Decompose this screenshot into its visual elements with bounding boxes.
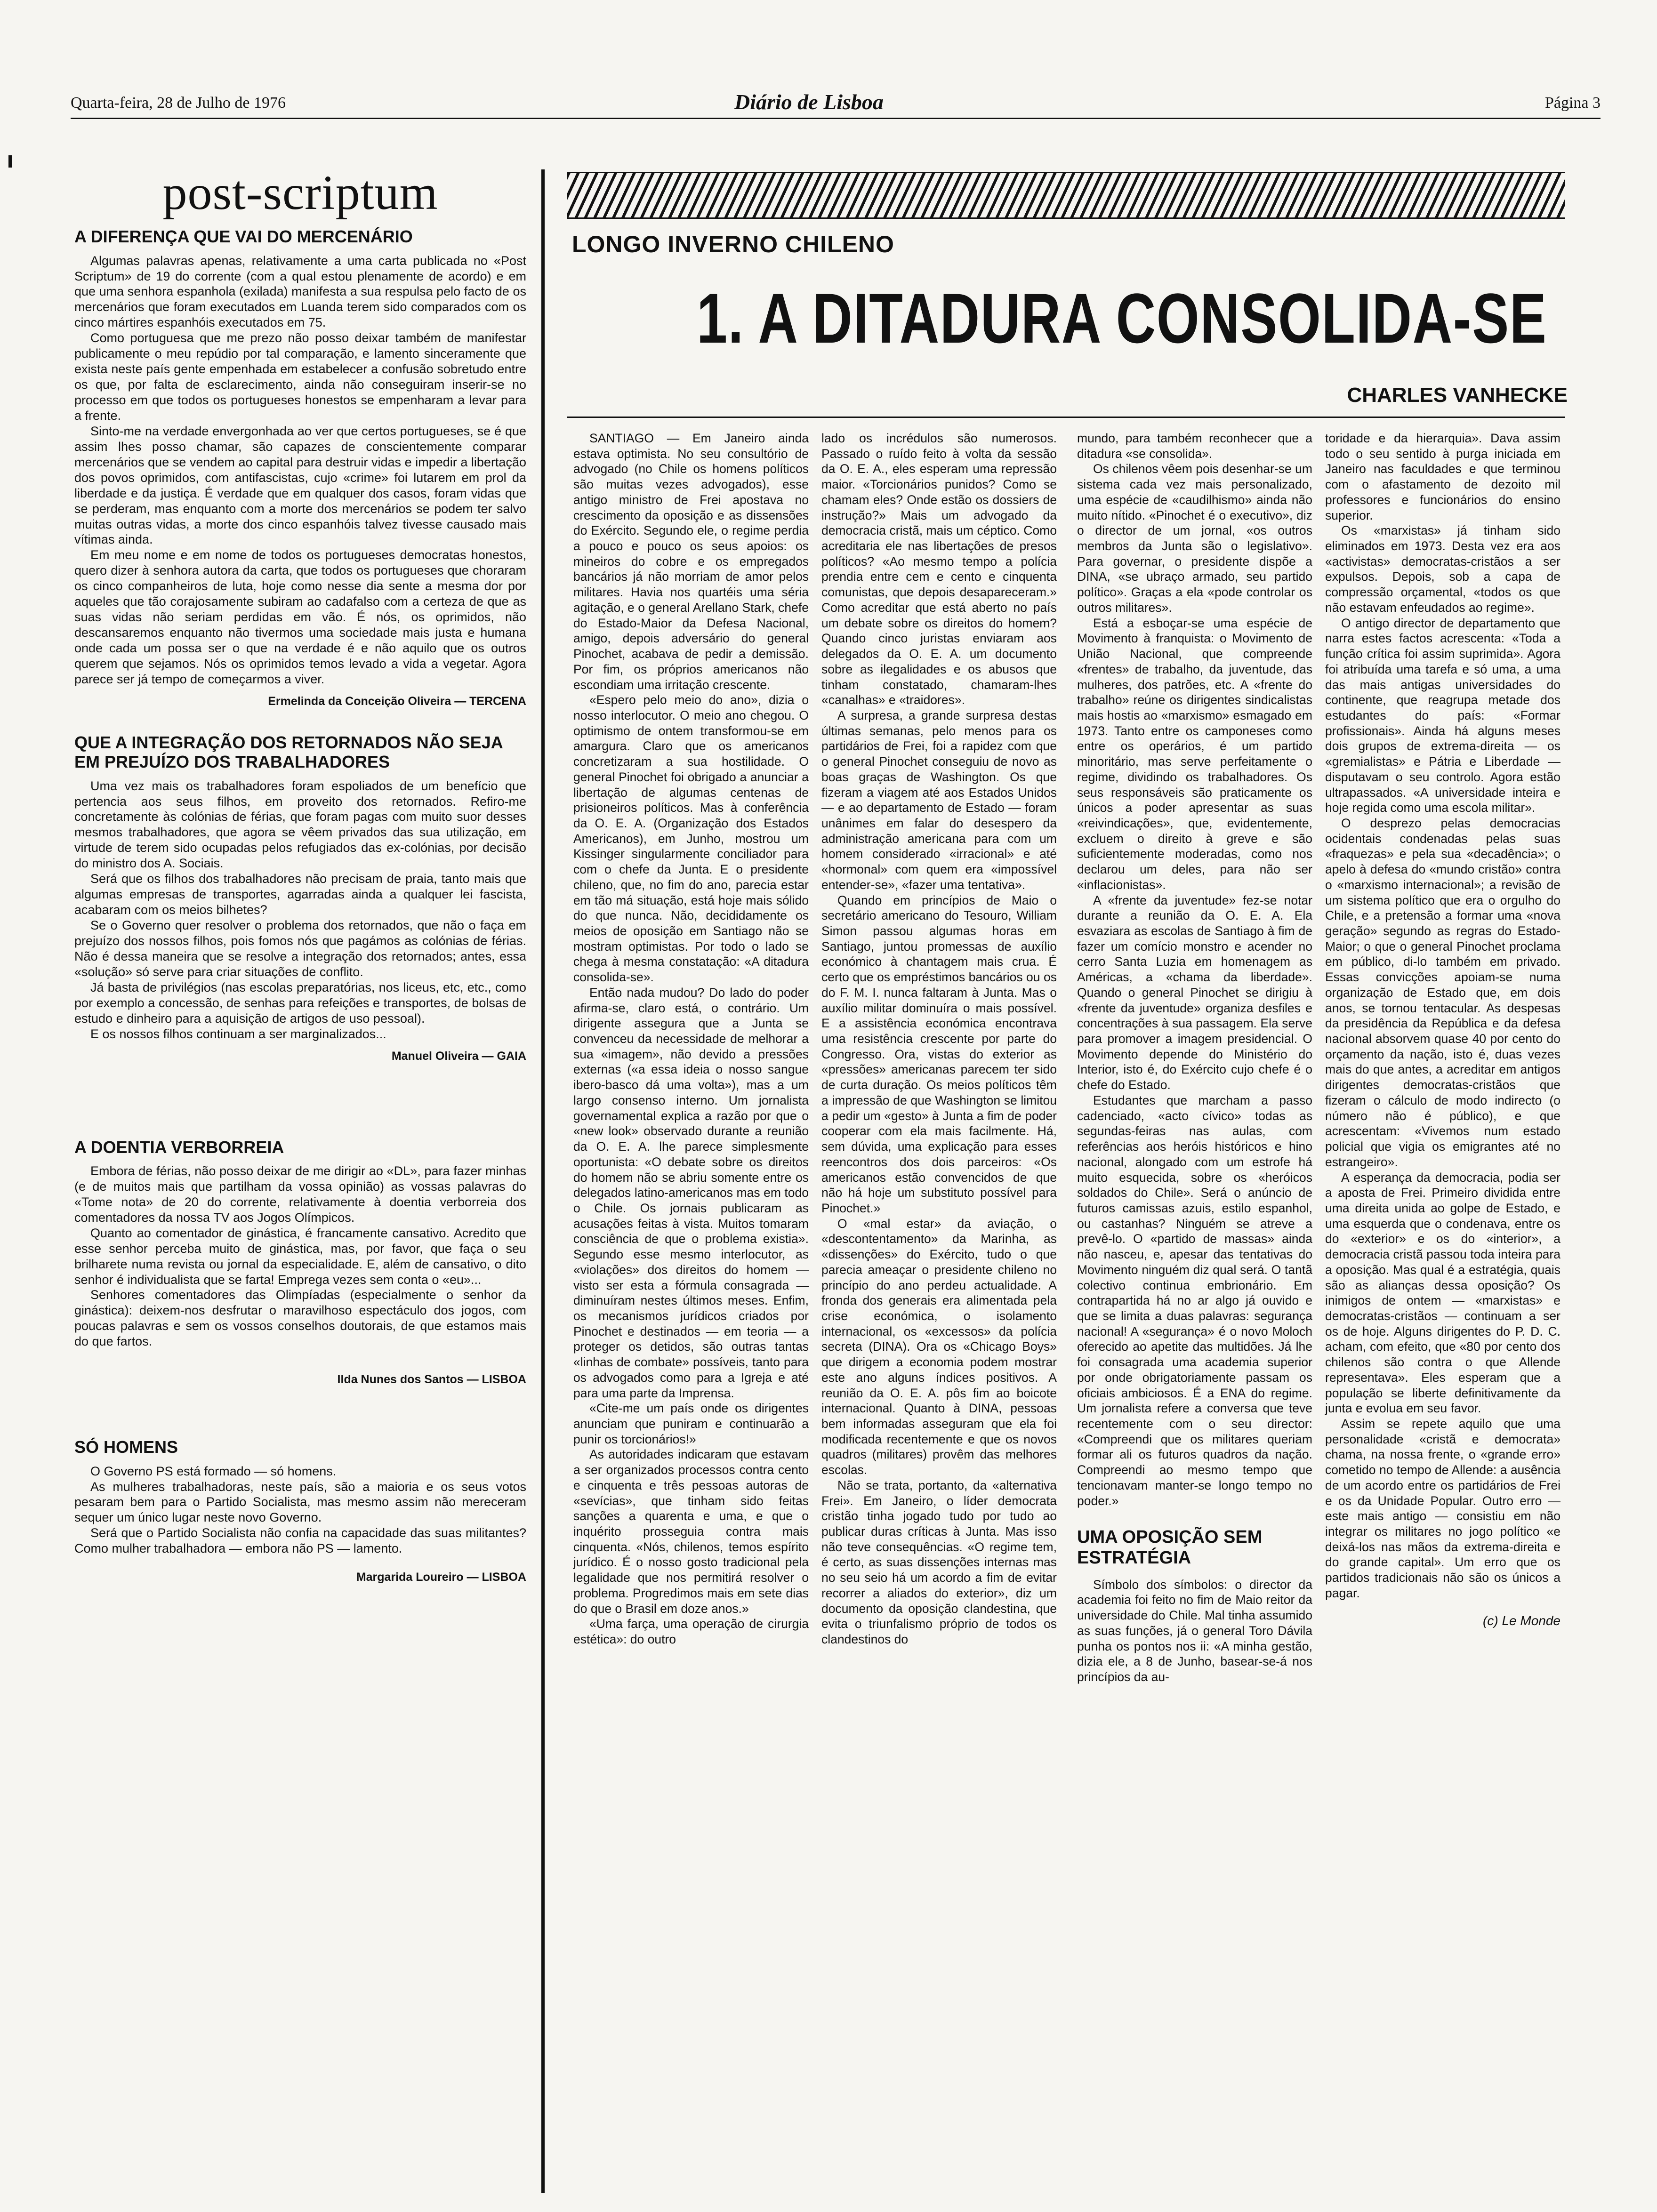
article-paragraph: mundo, para também reconhecer que a ditadura «se consolida». [1077, 431, 1312, 461]
header-rule [71, 118, 1601, 119]
letter-paragraph: Em meu nome e em nome de todos os portugueses democratas honestos, quero dizer à senhora autora da carta, que todos os portugueses que choraram os cinco companheiros de luta, hoje como nesse dia sente a mesma dor por aqueles que tão corajosamente subiram ao cadafalso com a certeza de que as suas vidas não seriam perdidas em vão. É nós, os oprimidos, não descansaremos enquanto não tivermos uma sociedade mais justa e humana onde cada um possa ser o que na verdade é e não aquilo que os outros querem que sejamos. Nós os oprimidos temos levado a vida a vegetar. Agora parece ser já tempo de começarmos a viver. [74, 548, 526, 686]
letter-paragraph: Embora de férias, não posso deixar de me dirigir ao «DL», para fazer minhas (e de muitos mais que partilham da vossa opinião) as vossas palavras do «Tome nota» de 20 do corrente, relativamente à doentia verborreia dos comentadores da nossa TV aos Jogos Olímpicos. [74, 1163, 526, 1225]
letter-paragraph: Sinto-me na verdade envergonhada ao ver que certos portugueses, se é que assim lhes posso chamar, são capazes de conscientemente comparar mercenários que se vendem ao capital para destruir vidas e impedir a libertação dos povos oprimidos, com antifascistas, cujo «crime» foi lutarem em prol da liberdade e da justiça. É verdade que em qualquer dos casos, foram vidas que se perderam, mas enquanto com a morte dos mercenários se podem ter salvo muitas outras vidas, a morte dos cinco espanhóis talvez tivesse causado mais vítimas ainda. [74, 424, 526, 547]
letter [74, 1437, 526, 1584]
letter-paragraph: Algumas palavras apenas, relativamente a uma carta publicada no «Post Scriptum» de 19 do corrente (com a qual estou plenamente de acordo) e em que uma senhora espanhola (exilada) manifesta a sua respulsa pelo facto de os mercenários que foram executados em Luanda terem sido comparados com os cinco mártires espanhóis executados em 75. [74, 253, 526, 330]
letter-signature: Ermelinda da Conceição Oliveira — TERCENA [268, 694, 526, 708]
letter-heading: QUE A INTEGRAÇÃO DOS RETORNADOS NÃO SEJA EM PREJUÍZO DOS TRABALHADORES [74, 732, 503, 772]
post-scriptum-column [74, 167, 526, 2191]
newspaper-name: Diário de Lisboa [734, 90, 884, 114]
article-kicker: LONGO INVERNO CHILENO [572, 231, 894, 257]
letter-heading: SÓ HOMENS [74, 1437, 178, 1457]
article-paragraph: A surpresa, a grande surpresa destas últimas semanas, pelo menos para os partidários de Frei, foi a rapidez com que o general Pinochet conseguiu de novo as boas graças de Washington. Os que fizeram a viagem até aos Estados Unidos — e ao departamento de Estado — foram unânimes em falar do desespero da administração americana para com um homem considerado «irracional» e até «hormonal» com quem era «impossível entender-se», «fazer uma tentativa». [821, 708, 1057, 892]
article-byline: CHARLES VANHECKE [1347, 384, 1568, 407]
article-paragraph: Está a esboçar-se uma espécie de Movimento à franquista: o Movimento de União Nacional, que compreende «frentes» de trabalho, da juventude, das mulheres, dos patrões, etc. A «frente do trabalho» reúne os dirigentes sindicalistas mais hostis ao «marxismo» esmagado em 1973. Tanto entre os camponeses como entre os operários, é um partido minoritário, mas serve perfeitamente o regime, dividindo os trabalhadores. Os seus responsáveis são praticamente os únicos a poder apresentar as suas «reivindicações», que, evidentemente, excluem o direito à greve e são suficientemente moderadas, como nos declarou um deles, para não ser «inflacionistas». [1077, 616, 1312, 892]
article-paragraph: toridade e da hierarquia». Dava assim todo o seu sentido à purga iniciada em Janeiro nas faculdades e que terminou com o afastamento de dezoito mil professores e funcionários do ensino superior. [1325, 431, 1560, 522]
byline-rule [567, 417, 1565, 418]
letter-paragraph: Quanto ao comentador de ginástica, é francamente cansativo. Acredito que esse senhor perceba muito de ginástica, mas, por favor, que faça o seu brilharete numa revista ou jornal da especialidade. E, além de cansativo, o dito senhor é individualista que se farta! Emprega vezes sem conta o «eu»... [74, 1226, 526, 1287]
article-paragraph: «Cite-me um país onde os dirigentes anunciam que puniram e continuarão a punir os torcionários!» [573, 1401, 809, 1446]
margin-mark [8, 155, 12, 168]
article-subheading: UMA OPOSIÇÃO SEM ESTRATÉGIA [1077, 1527, 1263, 1568]
article-paragraph: Os «marxistas» já tinham sido eliminados em 1973. Desta vez era aos «activistas» democratas-cristãos a ser expulsos. Depois, sob a capa de compressão orçamental, «todos os que não estavam enfeudados ao regime». [1325, 523, 1560, 615]
article-column-4 [1325, 431, 1560, 2191]
letter [74, 1138, 526, 1387]
letter-paragraph: E os nossos filhos continuam a ser marginalizados... [90, 1026, 386, 1041]
letter-heading: A DOENTIA VERBORREIA [74, 1137, 284, 1157]
article-credit: (c) Le Monde [1483, 1613, 1560, 1628]
letter [74, 227, 526, 708]
article-column-2 [821, 431, 1057, 2191]
article-paragraph: Quando em princípios de Maio o secretário americano do Tesouro, William Simon passou algumas horas em Santiago, juntou promessas de auxílio económico à chantagem mais crua. É certo que os empréstimos bancários ou os do F. M. I. nunca faltaram à Junta. Mas o auxílio militar dominuíra o mais possível. E a assistência económica encontrava uma resistência crescente por parte do Congresso. Ora, vistas do exterior as «pressões» americanas parecem ter sido de curta duração. Os meios políticos têm a impressão de que Washington se limitou a pedir um «gesto» à Junta a fim de poder cooperar com ela mais facilmente. Há, sem dúvida, uma explicação para esses reencontros dos dois parceiros: «Os americanos estão convencidos de que não há hoje um substituto possível para Pinochet.» [821, 893, 1057, 1215]
decorative-stripe-band [567, 172, 1565, 219]
article-column-3 [1077, 431, 1312, 2191]
letter [74, 733, 526, 1063]
article-paragraph: Os chilenos vêem pois desenhar-se um sistema cada vez mais personalizado, uma espécie de «caudilhismo» ainda não muito nítido. «Pinochet é o executivo», diz o director de um jornal, «os outros membros da Junta são o legislativo». Para governar, o presidente dispõe a DINA, «se ubraço armado, seu partido político». Graças a ela «pode controlar os outros militares». [1077, 462, 1312, 615]
article-paragraph: Assim se repete aquilo que uma personalidade «cristã e democrata» chama, na nossa frente, o «grande erro» cometido no tempo de Allende: a ausência de um acordo entre os partidários de Frei e os da Unidade Popular. Outro erro — este mais antigo — consistiu em não integrar os militares no jogo político «e deixá-los nas mãos da extrema-direita e do grande capital». Um erro que os partidos tradicionais não são os únicos a pagar. [1325, 1417, 1560, 1600]
section-title: post-scriptum [162, 166, 438, 220]
article-paragraph: As autoridades indicaram que estavam a ser organizados processos contra cento e cinquenta e três pessoas autoras de «sevícias», que tinham sido feitas sanções a quarenta e uma, e que o inquérito prosseguia contra mais cinquenta. «Nós, chilenos, temos espírito jurídico. É o nosso gosto tradicional pela legalidade que nos permitirá resolver o problema. Progredimos mais em sete dias do que o Brasil em doze anos.» [573, 1447, 809, 1616]
page-number: Página 3 [1544, 94, 1601, 112]
article-paragraph: Símbolo dos símbolos: o director da academia foi feito no fim de Maio reitor da universidade do Chile. Mal tinha assumido as suas funções, já o general Toro Dávila punha os pontos nos ii: «A minha gestão, dizia ele, a 8 de Junho, basear-se-á nos princípios da au- [1077, 1577, 1312, 1684]
article-headline: 1. A DITADURA CONSOLIDA-SE [697, 279, 1547, 358]
letter-paragraph: Se o Governo quer resolver o problema dos retornados, que não o faça em prejuízo dos nossos filhos, pois fomos nós que pagámos as colónias de férias. Não é dessa maneira que se resolve a integração dos retornados; antes, essa «solução» só serve para criar situações de conflito. [74, 918, 526, 979]
article-paragraph: SANTIAGO — Em Janeiro ainda estava optimista. No seu consultório de advogado (no Chile os homens políticos são muitas vezes advogados), esse antigo ministro de Frei apostava no crescimento da oposição e as dissensões do Exército. Segundo ele, o regime perdia a pouco e pouco os seus apoios: os mineiros do cobre e os empregados bancários já não morriam de amor pelos militares. Havia nos quartéis uma séria agitação, e o general Arellano Stark, chefe do Estado-Maior da Defesa Nacional, amigo, depois adversário do general Pinochet, acabava de pedir a demissão. Por fim, os próprios americanos não escondiam uma irritação crescente. [573, 431, 809, 692]
letter-paragraph: O Governo PS está formado — só homens. [90, 1464, 337, 1478]
letter-paragraph: Será que o Partido Socialista não confia na capacidade das suas militantes? Como mulher trabalhadora — embora não PS — lamento. [74, 1526, 526, 1556]
letter-paragraph: As mulheres trabalhadoras, neste país, são a maioria e os seus votos pesaram bem para o Partido Socialista, mas mesmo assim não mereceram sequer um único lugar neste novo Governo. [74, 1479, 526, 1525]
letter-paragraph: Como portuguesa que me prezo não posso deixar também de manifestar publicamente o meu repúdio por tal comparação, e lamento sinceramente que exista neste país gente empenhada em estabelecer a confusão sobretudo entre os que, por falta de esclarecimento, ainda não conseguiram inserir-se no processo em que todos os portugueses honestos se empenharam a levar para a frente. [74, 331, 526, 423]
letter-signature: Ilda Nunes dos Santos — LISBOA [337, 1373, 526, 1387]
article-paragraph: Não se trata, portanto, da «alternativa Frei». Em Janeiro, o líder democrata cristão tinha jogado tudo por tudo ao publicar duras críticas à Junta. Mas isso não teve consequências. «O regime tem, é certo, as suas dissenções internas mas no seu seio há um acordo a fim de evitar recorrer a aliados do exterior», diz um documento da oposição clandestina, que evita o triunfalismo próprio de todos os clandestinos do [821, 1478, 1057, 1647]
article-paragraph: «Uma farça, uma operação de cirurgia estética»: do outro [573, 1617, 809, 1647]
letter-paragraph: Senhores comentadores das Olimpíadas (especialmente o senhor da ginástica): deixem-nos desfrutar o maravilhoso espectáculo dos jogos, com poucas palavras e sem os vossos conselhos doutorais, de que estamos mais do que fartos. [74, 1288, 526, 1349]
letter-signature: Manuel Oliveira — GAIA [391, 1049, 526, 1063]
article-paragraph: lado os incrédulos são numerosos. Passado o ruído feito à volta da sessão da O. E. A., eles esperam uma repressão maior. «Torcionários punidos? Como se chamam eles? Onde estão os dossiers de instrução?» Mais um advogado da democracia cristã, mais um céptico. Como acreditaria ele nas libertações de presos políticos? «Ao mesmo tempo a polícia prendia entre cem e cento e cinquenta comunistas, que depois desapareceram.» Como acreditar que está aberto no país um debate sobre os direitos do homem? Quando cinco juristas enviaram aos delegados da O. E. A. um documento sobre as ilegalidades e os abusos que tinham constatado, chamaram-lhes «canalhas» e «traidores». [821, 431, 1057, 707]
column-separator [541, 169, 545, 2193]
letter-signature: Margarida Loureiro — LISBOA [356, 1571, 526, 1584]
letter-paragraph: Será que os filhos dos trabalhadores não precisam de praia, tanto mais que algumas empresas de transportes, agarradas ainda a qualquer lei fascista, acabaram com os meios bilhetes? [74, 872, 526, 917]
article-paragraph: A «frente da juventude» fez-se notar durante a reunião da O. E. A. Ela esvaziara as escolas de Santiago à fim de fazer um comício monstro e acender no cerro Santa Luzia em homenagem as Américas, a «chama da liberdade». Quando o general Pinochet se dirigiu à «frente da juventude» organiza desfiles e concentrações à sua passagem. Ela serve para promover a imagem presidencial. O Movimento depende do Ministério do Interior, isto é, do Exército cujo chefe é o chefe do Estado. [1077, 893, 1312, 1092]
article-paragraph: «Espero pelo meio do ano», dizia o nosso interlocutor. O meio ano chegou. O optimismo de ontem transformou-se em amargura. Claro que os americanos concretizaram a sua hostilidade. O general Pinochet foi obrigado a anunciar a libertação de algumas centenas de prisioneiros políticos. Mas à conferência da O. E. A. (Organização dos Estados Americanos), em Junho, mostrou um Kissinger singularmente conciliador para com o chefe da Junta. E o presidente chileno, que, no fim do ano, parecia estar em tão má situação, está hoje mais sólido do que nunca. Não, decididamente os meios de oposição em Santiago não se mostram optimistas. Por todo o lado se chega à mesma constatação: «A ditadura consolida-se». [573, 693, 809, 985]
issue-date: Quarta-feira, 28 de Julho de 1976 [71, 94, 286, 112]
article-paragraph: Estudantes que marcham a passo cadenciado, «acto cívico» todas as segundas-feiras nas aulas, com referências aos heróis históricos e hino nacional, alongado com um estrofe há muito esquecida, sobre os «heróicos soldados do Chile». Será o anúncio de futuros camissas azuis, estilo espanhol, ou castanhas? Ninguém se atreve a prevê-lo. O «partido de massas» ainda não nasceu, e, apesar das tentativas do Movimento ninguém diz qual será. O tantã colectivo continua embrionário. Em contrapartida há no ar algo já ouvido e que se limita a duas palavras: segurança nacional! A «segurança» é o novo Moloch oferecido ao apetite das multidões. Já lhe foi consagrada uma academia superior por onde obrigatoriamente passam os oficiais ambiciosos. É a ENA do regime. Um jornalista refere a conversa que teve recentemente com o seu director: «Compreendi que os militares queriam formar ali os futuros quadros da nação. Compreendi ao mesmo tempo que tencionavam manter-se longo tempo no poder.» [1077, 1093, 1312, 1508]
article-paragraph: O desprezo pelas democracias ocidentais condenadas pelas suas «fraquezas» e pela sua «decadência»; o apelo à defesa do «mundo cristão» contra o «marxismo internacional»; a revisão de um sistema político que era o orgulho do Chile, e a pretensão a formar uma «nova geração» segundo as regras do Estado-Maior; o que o general Pinochet proclama em público, di-lo também em privado. Essas convicções apoiam-se numa organização de Estado que, em dois anos, se tornou tentacular. As despesas da presidência da República e da defesa nacional absorvem quase 40 por cento do orçamento da nação, isto é, duas vezes mais do que antes, a acreditar em antigos dirigentes democratas-cristãos que fizeram o cálculo de modo indirecto (o número não é público), e que acrescentam: «Vivemos num estado policial que vigia os emigrantes até no estrangeiro». [1325, 816, 1560, 1169]
article-paragraph: O «mal estar» da aviação, o «descontentamento» da Marinha, as «dissenções» do Exército, tudo o que parecia ameaçar o presidente chileno no princípio do ano perdeu actualidade. A fronda dos generais era alimentada pela crise económica, o isolamento internacional, os «excessos» da polícia secreta (DINA). Ora os «Chicago Boys» que dirigem a economia podem mostrar este ano alguns índices positivos. A reunião da O. E. A. pôs fim ao boicote internacional. Quanto à DINA, pessoas bem informadas asseguram que ela foi modificada recentemente e que os novos quadros (militares) provêm das melhores escolas. [821, 1216, 1057, 1477]
article-paragraph: A esperança da democracia, podia ser a aposta de Frei. Primeiro dividida entre uma direita unida ao golpe de Estado, e uma esquerda que o condenava, entre os do «exterior» e os do «interior», a democracia cristã passou toda inteira para a oposição. Mas qual é a estratégia, quais são as alianças dessa oposição? Os inimigos de ontem — «marxistas» e democratas-cristãos — continuam a ser os de hoje. Alguns dirigentes do P. D. C. acham, com efeito, que «80 por cento dos chilenos são contra o que Allende representava». Eles esperam que a população se liberte definitivamente da junta e evolua em seu favor. [1325, 1170, 1560, 1416]
letter-paragraph: Já basta de privilégios (nas escolas preparatórias, nos liceus, etc, etc., como por exemplo a concessão, de senhas para refeições e transportes, de bolsas de estudo e dinheiro para a aquisição de artigos de uso pessoal). [74, 980, 526, 1026]
letter-paragraph: Uma vez mais os trabalhadores foram espoliados de um benefício que pertencia aos seus filhos, em proveito dos retornados. Refiro-me concretamente às colónias de férias, que foram pagas com muito suor desses mesmos trabalhadores, que agora se vêem privados das sua utilização, em virtude de terem sido ocupadas pelos refugiados das ex-colónias, por decisão do ministro dos A. Sociais. [74, 778, 526, 871]
article-column-1 [573, 431, 809, 2191]
letter-heading: A DIFERENÇA QUE VAI DO MERCENÁRIO [74, 227, 413, 247]
article-paragraph: O antigo director de departamento que narra estes factos acrescenta: «Toda a função crítica foi assim suprimida». Agora foi atribuída uma tarefa e só uma, a uma das mais antigas universidades do continente, que reagrupa metade dos estudantes do país: «Formar profissionais». Ainda há alguns meses dois grupos de extrema-direita — os «gremialistas» e Pátria e Liberdade — disputavam o seu controlo. Agora estão ultrapassados. «A universidade inteira e hoje regida como uma escola militar». [1325, 616, 1560, 815]
article-paragraph: Então nada mudou? Do lado do poder afirma-se, claro está, o contrário. Um dirigente assegura que a Junta se convenceu da necessidade de melhorar a sua «imagem», não devido a pressões externas («a essa ideia o nosso sangue ibero-basco dá uma volta»), mas a um largo consenso interno. Um jornalista governamental explica a razão por que o «new look» observado durante a reunião da O. E. A. lhe parece simplesmente oportunista: «O debate sobre os direitos do homem não se abriu somente entre os delegados latino-americanos mas em todo o Chile. Os jornais publicaram as acusações feitas à vista. Muitos tomaram consciência de que o problema existia». Segundo esse mesmo interlocutor, as «violações» dos direitos do homem — visto ser esta a fórmula consagrada — diminuíram nestes últimos meses. Enfim, os mecanismos jurídicos criados por Pinochet e destinados — em teoria — a proteger os detidos, são outras tantas «linhas de combate» possíveis, tanto para os advogados como para a Igreja e até para uma parte da Imprensa. [573, 985, 809, 1400]
